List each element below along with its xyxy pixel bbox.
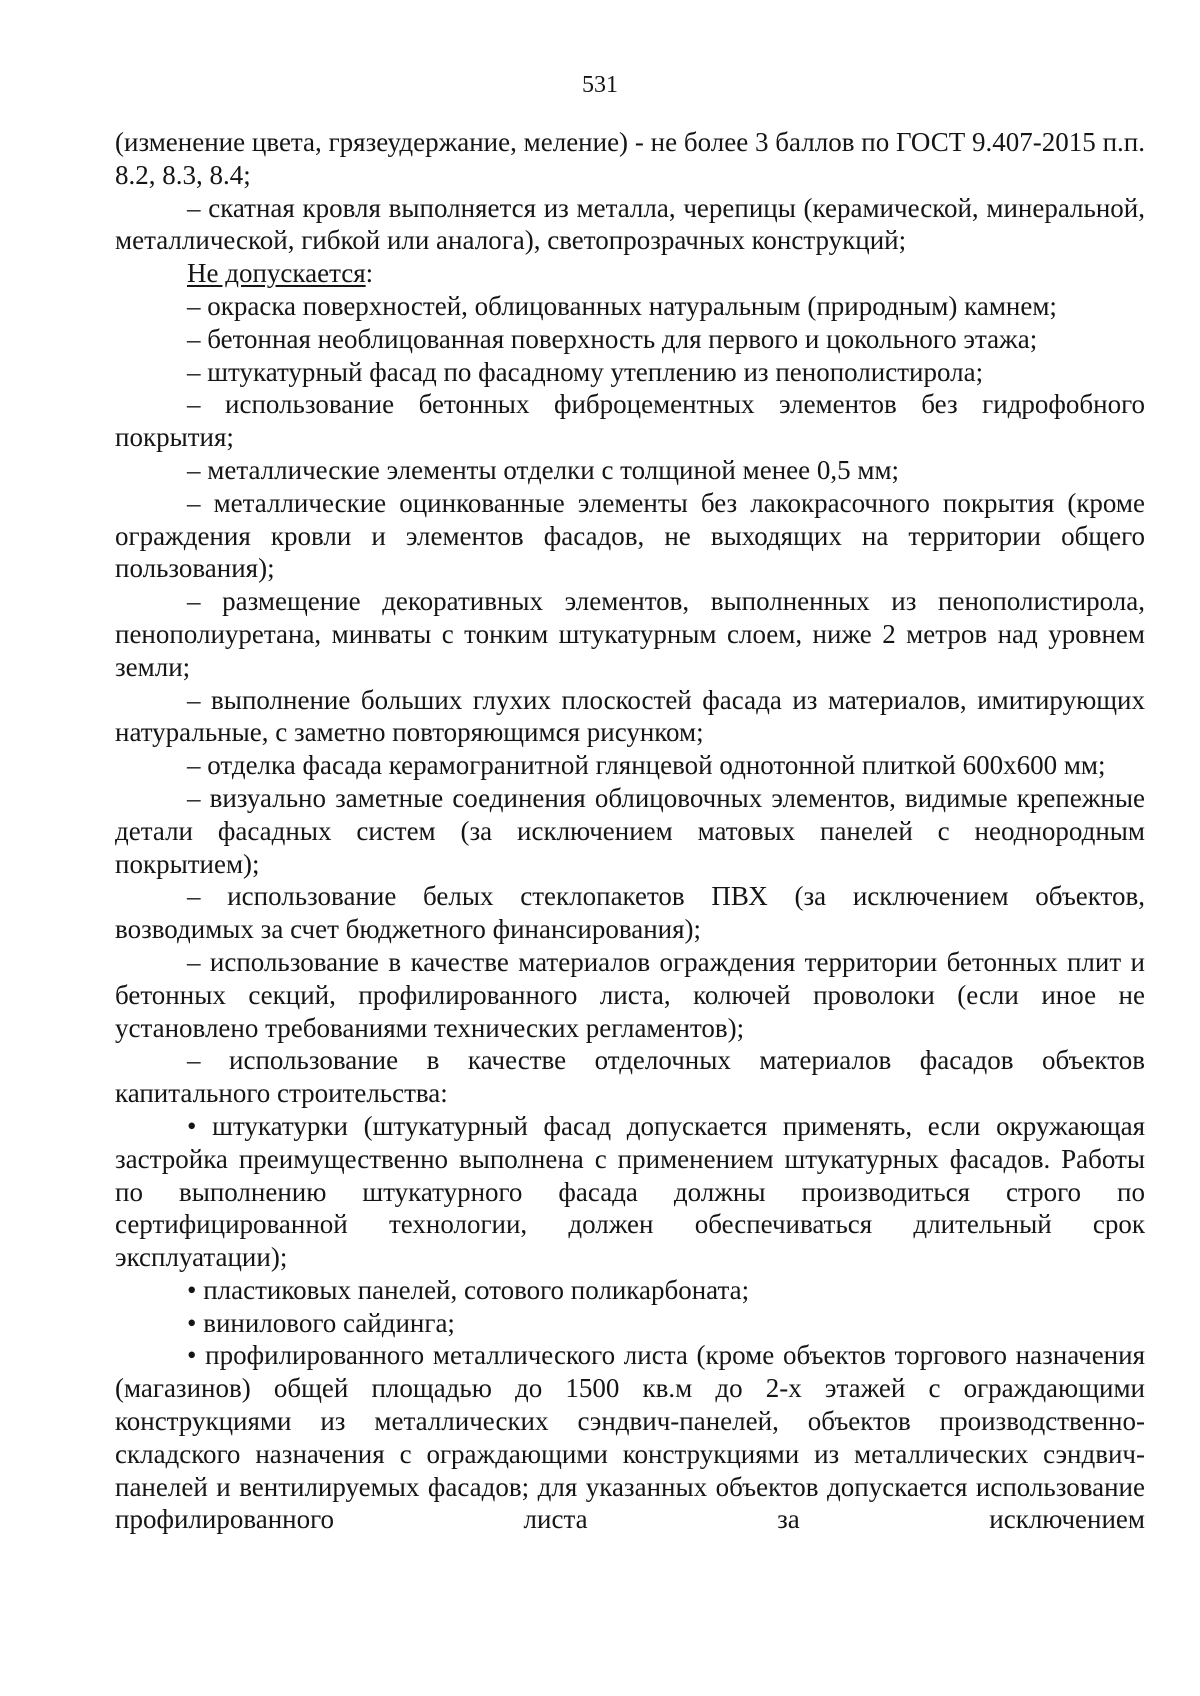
- not-allowed-heading: Не допускается: [187, 258, 366, 289]
- list-item: – использование белых стеклопакетов ПВХ (за исключением объектов, возводимых за счет бюджетного финансирования);: [115, 881, 1145, 945]
- paragraph-roofing: – скатная кровля выполняется из металла, черепицы (керамической, минеральной, металлической, гибкой или аналога), светопрозрачных конструкций;: [115, 192, 1145, 256]
- bullet-item: • пластиковых панелей, сотового поликарбоната;: [187, 1274, 750, 1305]
- list-item: – штукатурный фасад по фасадному утеплению из пенополистирола;: [187, 356, 984, 387]
- list-item: – металлические элементы отделки с толщиной менее 0,5 мм;: [187, 454, 900, 485]
- bullet-item: • профилированного металлического листа (кроме объектов торгового назначения (магазинов) общей площадью до 1500 кв.м до 2-х этажей с ограждающими конструкциями из металлических сэндвич-панелей, объектов производственно-складского назначения с ограждающими конструкциями из металлических сэндвич-панелей и вентилируемых фасадов; для указанных объектов допускается использование профилированного листа за исключением: [115, 1340, 1145, 1535]
- bullet-item: • винилового сайдинга;: [187, 1307, 455, 1338]
- list-item: – визуально заметные соединения облицовочных элементов, видимые крепежные детали фасадных систем (за исключением матовых панелей с неоднородным покрытием);: [115, 782, 1145, 879]
- list-item: – размещение декоративных элементов, выполненных из пенополистирола, пенополиуретана, минваты с тонким штукатурным слоем, ниже 2 метров над уровнем земли;: [115, 586, 1145, 682]
- list-item: – окраска поверхностей, облицованных натуральным (природным) камнем;: [187, 290, 1057, 321]
- paragraph-intro: (изменение цвета, грязеудержание, меление) - не более 3 баллов по ГОСТ 9.407-2015 п.п. 8.2, 8.3, 8.4;: [115, 127, 1145, 190]
- list-item: – бетонная необлицованная поверхность для первого и цокольного этажа;: [187, 323, 1038, 354]
- list-item: – металлические оцинкованные элементы без лакокрасочного покрытия (кроме ограждения кровли и элементов фасадов, не выходящих на территории общего пользования);: [115, 487, 1145, 584]
- list-item: – использование в качестве материалов ограждения территории бетонных плит и бетонных секций, профилированного листа, колючей проволоки (если иное не установлено требованиями технических регламентов);: [115, 946, 1145, 1043]
- page-number: 531: [582, 72, 618, 98]
- section-heading: [115, 257, 1145, 290]
- heading-colon: :: [365, 258, 374, 289]
- list-item: – выполнение больших глухих плоскостей фасада из материалов, имитирующих натуральные, с заметно повторяющимся рисунком;: [115, 684, 1145, 748]
- list-item: – использование в качестве отделочных материалов фасадов объектов капитального строительства:: [115, 1045, 1145, 1109]
- document-body: [115, 126, 1145, 1536]
- list-item: – использование бетонных фиброцементных элементов без гидрофобного покрытия;: [115, 389, 1145, 453]
- list-item: – отделка фасада керамогранитной глянцевой однотонной плиткой 600х600 мм;: [187, 750, 1106, 781]
- bullet-item: • штукатурки (штукатурный фасад допускается применять, если окружающая застройка преимущественно выполнена с применением штукатурных фасадов. Работы по выполнению штукатурного фасада должны производиться строго по сертифицированной технологии, должен обеспечиваться длительный срок эксплуатации);: [115, 1110, 1145, 1273]
